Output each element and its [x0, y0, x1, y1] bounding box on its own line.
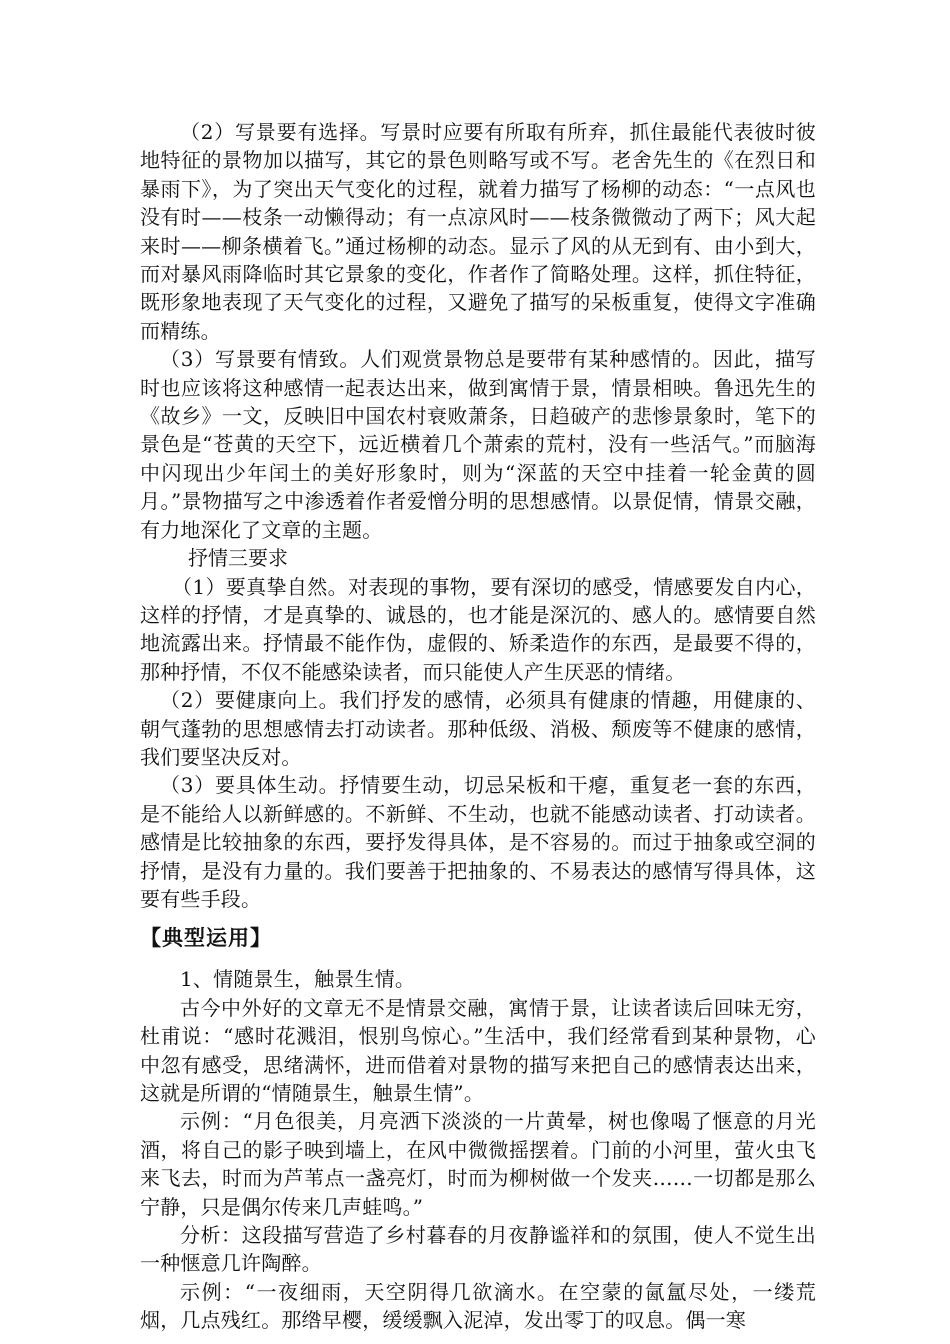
paragraph-healthy-upward: （2）要健康向上。我们抒发的感情，必须具有健康的情趣，用健康的、朝气蓬勃的思想感情去打动读者。那种低级、消极、颓废等不健康的感情，我们要坚决反对。 [140, 688, 816, 769]
paragraph-example-1: 示例：“月色很美，月亮洒下淡淡的一片黄晕，树也像喝了惬意的月光酒，将自己的影子映到墙上，在风中微微摇摆着。门前的小河里，萤火虫飞来飞去，时而为芦苇点一盏亮灯，时而为柳树做一个发夹……一切都是那么宁静，只是偶尔传来几声蛙鸣。” [140, 1109, 816, 1219]
paragraph-sincere-natural: （1）要真挚自然。对表现的事物，要有深切的感受，情感要发自内心，这样的抒情，才是真挚的、诚恳的，也才能是深沉的、感人的。感情要自然地流露出来。抒情最不能作伪，虚假的、矫柔造作的东西，是最要不得的，那种抒情，不仅不能感染读者，而只能使人产生厌恶的情绪。 [140, 574, 816, 684]
paragraph-explanation: 古今中外好的文章无不是情景交融，寓情于景，让读者读后回味无穷，杜甫说：“感时花溅泪，恨别鸟惊心。”生活中，我们经常看到某种景物，心中忽有感受，思绪满怀，进而借着对景物的描写来把自己的感情表达出来，这就是所谓的“情随景生，触景生情”。 [140, 995, 816, 1105]
paragraph-example-2: 示例：“一夜细雨，天空阴得几欲滴水。在空蒙的氤氲尽处，一缕荒烟，几点残红。那绺早樱，缓缓飘入泥淖，发出零丁的叹息。偶一寒 [140, 1279, 816, 1333]
paragraph-point-1: 1、情随景生，触景生情。 [180, 967, 416, 992]
paragraph-scenery-selection: （2）写景要有选择。写景时应要有所取有所弃，抓住最能代表彼时彼地特征的景物加以描写，其它的景色则略写或不写。老舍先生的《在烈日和暴雨下》，为了突出天气变化的过程，就着力描写了杨柳的动态：“一点风也没有时——枝条一动懒得动；有一点凉风时——枝条微微动了两下；风大起来时——柳条横着飞。”通过杨柳的动态。显示了风的从无到有、由小到大，而对暴风雨降临时其它景象的变化，作者作了简略处理。这样，抓住特征，既形象地表现了天气变化的过程，又避免了描写的呆板重复，使得文字准确而精练。 [140, 120, 816, 343]
subheading-lyric-requirements: 抒情三要求 [188, 546, 288, 571]
paragraph-concrete-vivid: （3）要具体生动。抒情要生动，切忌呆板和干瘪，重复老一套的东西，是不能给人以新鲜感的。不新鲜、不生动，也就不能感动读者、打动读者。感情是比较抽象的东西，要抒发得具体，是不容易的。而过于抽象或空洞的抒情，是没有力量的。我们要善于把抽象的、不易表达的感情写得具体，这要有些手段。 [140, 773, 816, 911]
paragraph-analysis: 分析：这段描写营造了乡村暮春的月夜静谧祥和的氛围，使人不觉生出一种惬意几许陶醉。 [140, 1223, 816, 1276]
document-page [140, 118, 816, 1335]
section-title-typical-use: 【典型运用】 [140, 926, 272, 951]
paragraph-scenery-emotion: （3）写景要有情致。人们观赏景物总是要带有某种感情的。因此，描写时也应该将这种感情一起表达出来，做到寓情于景，情景相映。鲁迅先生的《故乡》一文，反映旧中国农村衰败萧条，日趋破产的悲惨景象时，笔下的景色是“苍黄的天空下，远近横着几个萧索的荒村，没有一些活气。”而脑海中闪现出少年闰土的美好形象时，则为“深蓝的天空中挂着一轮金黄的圆月。”景物描写之中渗透着作者爱憎分明的思想感情。以景促情，情景交融，有力地深化了文章的主题。 [140, 347, 816, 542]
